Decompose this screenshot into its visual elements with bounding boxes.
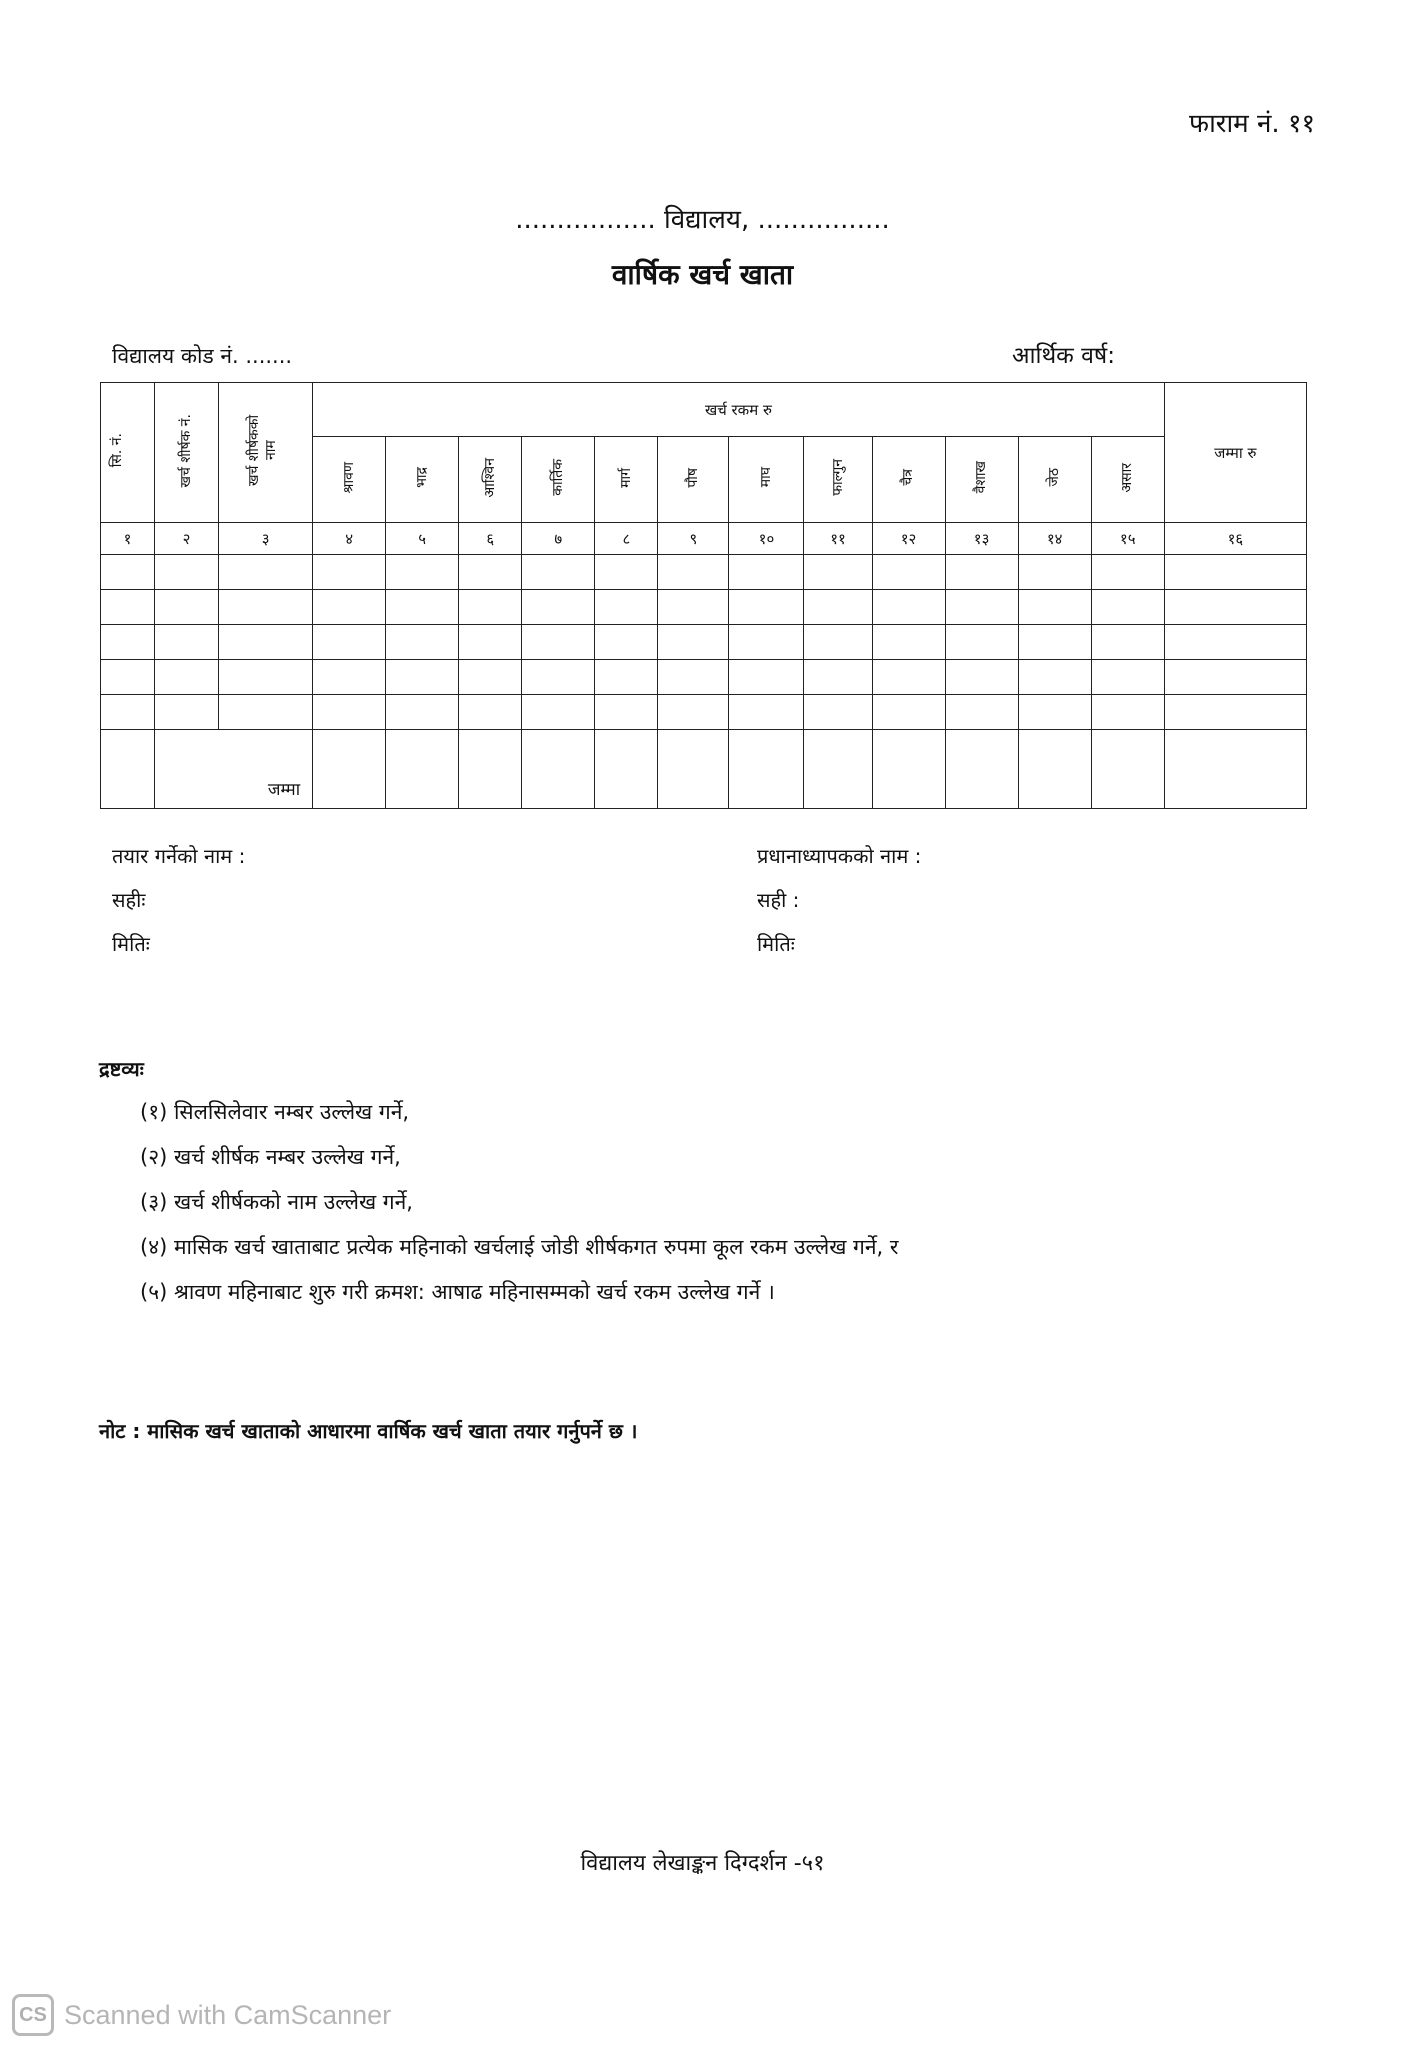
table-row [101, 625, 1307, 660]
annual-expense-table [100, 382, 1307, 809]
note-item: (३) खर्च शीर्षकको नाम उल्लेख गर्ने, [140, 1190, 413, 1214]
column-number: १२ [872, 523, 945, 555]
column-number: १४ [1018, 523, 1091, 555]
total-row-label: जम्मा [155, 730, 313, 809]
school-code-label: विद्यालय कोड नं. ....... [112, 344, 293, 368]
column-number: ९ [658, 523, 729, 555]
note-item: (५) श्रावण महिनाबाट शुरु गरी क्रमश: आषाढ महिनासम्मको खर्च रकम उल्लेख गर्ने । [140, 1280, 775, 1304]
note-item: (४) मासिक खर्च खाताबाट प्रत्येक महिनाको खर्चलाई जोडी शीर्षकगत रुपमा कूल रकम उल्लेख गर्ने, र [140, 1235, 899, 1259]
preparer-sign-label: सहीः [112, 888, 146, 912]
header-serial-no: सि. नं. [101, 383, 155, 523]
column-number: ११ [804, 523, 872, 555]
preparer-date-label: मितिः [112, 932, 150, 956]
header-expense-amount: खर्च रकम रु [313, 383, 1165, 437]
note-item: (२) खर्च शीर्षक नम्बर उल्लेख गर्ने, [140, 1145, 401, 1169]
form-number: फाराम नं. ११ [1189, 109, 1315, 139]
notes-heading: द्रष्टव्यः [99, 1057, 144, 1081]
header-expense-head-name: खर्च शीर्षकको नाम [219, 383, 313, 523]
principal-sign-label: सही : [757, 888, 800, 912]
header-month-shrawan: श्रावण [313, 437, 386, 523]
column-number: १३ [945, 523, 1018, 555]
column-number-row [101, 523, 1307, 555]
table-row [101, 695, 1307, 730]
header-month-poush: पौष [658, 437, 729, 523]
table-row [101, 590, 1307, 625]
column-number: ७ [522, 523, 595, 555]
header-month-jestha: जेठ [1018, 437, 1091, 523]
column-number: १६ [1164, 523, 1306, 555]
header-month-asar: असार [1091, 437, 1164, 523]
table-row [101, 555, 1307, 590]
header-month-kartik: कार्तिक [522, 437, 595, 523]
principal-name-label: प्रधानाध्यापकको नाम : [757, 844, 922, 868]
header-month-baisakh: वैशाख [945, 437, 1018, 523]
column-number: ५ [386, 523, 459, 555]
header-month-ashwin: आश्विन [459, 437, 522, 523]
note-item: (१) सिलसिलेवार नम्बर उल्लेख गर्ने, [140, 1100, 410, 1124]
principal-date-label: मितिः [757, 932, 795, 956]
total-row [101, 730, 1307, 809]
column-number: ८ [595, 523, 658, 555]
footnote: नोट : मासिक खर्च खाताको आधारमा वार्षिक खर्च खाता तयार गर्नुपर्ने छ । [99, 1419, 638, 1443]
column-number: १५ [1091, 523, 1164, 555]
table-row [101, 660, 1307, 695]
page-title: वार्षिक खर्च खाता [611, 258, 794, 291]
header-month-bhadra: भाद्र [386, 437, 459, 523]
camscanner-logo-icon: CS [12, 1994, 54, 2036]
camscanner-watermark [12, 1994, 391, 2036]
header-expense-head-no: खर्च शीर्षक नं. [155, 383, 219, 523]
watermark-text: Scanned with CamScanner [64, 1999, 392, 2030]
fiscal-year-label: आर्थिक वर्ष: [1012, 343, 1115, 369]
page-footer: विद्यालय लेखाङ्कन दिग्दर्शन -५१ [580, 1851, 825, 1876]
column-number: १ [101, 523, 155, 555]
column-number: ४ [313, 523, 386, 555]
header-month-falgun: फाल्गुन [804, 437, 872, 523]
header-month-chaitra: चैत्र [872, 437, 945, 523]
preparer-name-label: तयार गर्नेको नाम : [112, 844, 246, 868]
column-number: ३ [219, 523, 313, 555]
column-number: २ [155, 523, 219, 555]
column-number: ६ [459, 523, 522, 555]
header-month-marga: मार्ग [595, 437, 658, 523]
header-total: जम्मा रु [1164, 383, 1306, 523]
school-name-line: ................. विद्यालय, ................ [515, 205, 890, 235]
column-number: १० [729, 523, 804, 555]
header-month-magh: माघ [729, 437, 804, 523]
